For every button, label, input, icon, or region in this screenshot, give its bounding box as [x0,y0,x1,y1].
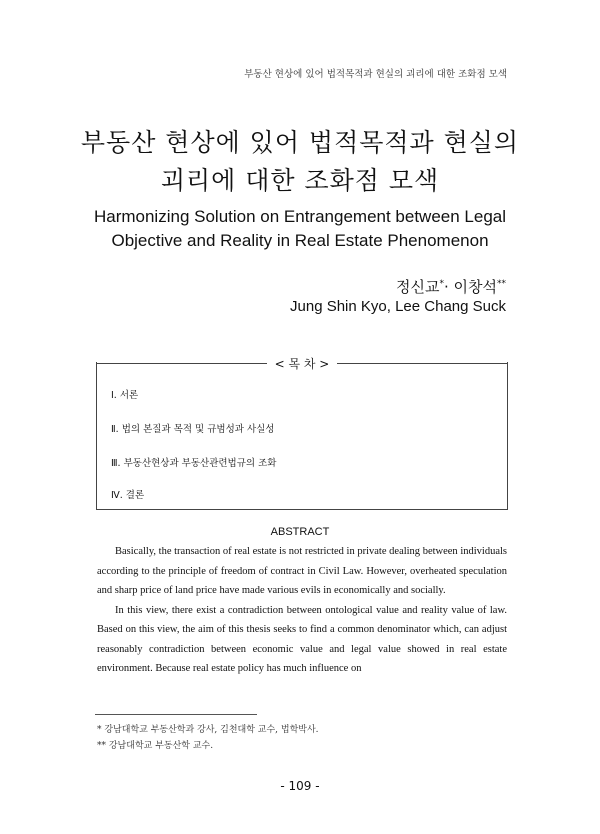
separator: · [443,278,454,296]
title-english [0,205,600,253]
authors-korean [396,276,506,297]
author-1: 정신교 [395,278,440,296]
author-2: 이창석 [453,278,497,296]
toc-item: Ⅳ. 결론 [111,490,145,501]
page-number: - 109 - [280,779,320,793]
footnote-divider [95,714,257,715]
toc-item: Ⅰ. 서론 [111,390,139,401]
title-ko-line: 부동산 현상에 있어 법적목적과 현실의 [80,128,520,157]
authors-english: Jung Shin Kyo, Lee Chang Suck [290,298,506,315]
table-of-contents [96,362,508,510]
abstract-paragraph: Basically, the transaction of real estate is not restricted in private dealing between individuals according to the principle of freedom of contract in Civil Law. However, overheated speculation and sharp price of land price have made various evils in economically and socially. [97,546,507,596]
abstract-heading: ABSTRACT [270,526,330,538]
toc-title: < 목 차 > [274,357,330,371]
footnote: ** 강남대학교 부동산학 교수. [97,741,214,751]
title-en-line: Objective and Reality in Real Estate Phenomenon [111,231,489,250]
title-en-line: Harmonizing Solution on Entrangement between Legal [93,207,507,226]
toc-item: Ⅱ. 법의 본질과 목적 및 규범성과 사실성 [111,424,275,435]
title-korean [0,124,600,200]
toc-item: Ⅲ. 부동산현상과 부동산관련법규의 조화 [111,458,277,469]
abstract-paragraph: In this view, there exist a contradiction between ontological value and reality value of law. Based on this view, the aim of this thesis seeks to find a common denominator which, can adjust reasonably contradiction between economic value and legal value showed in real estate environment. Because real estate policy has much influence on [97,604,507,674]
footnote-mark: ** [497,279,506,289]
footnote: * 강남대학교 부동산학과 강사, 김천대학 교수, 법학박사. [97,725,319,735]
title-ko-line: 괴리에 대한 조화점 모색 [160,166,440,195]
abstract-body [97,542,507,679]
running-header: 부동산 현상에 있어 법적목적과 현실의 괴리에 대한 조화점 모색 [244,69,507,80]
footnote-mark: * [439,279,444,289]
